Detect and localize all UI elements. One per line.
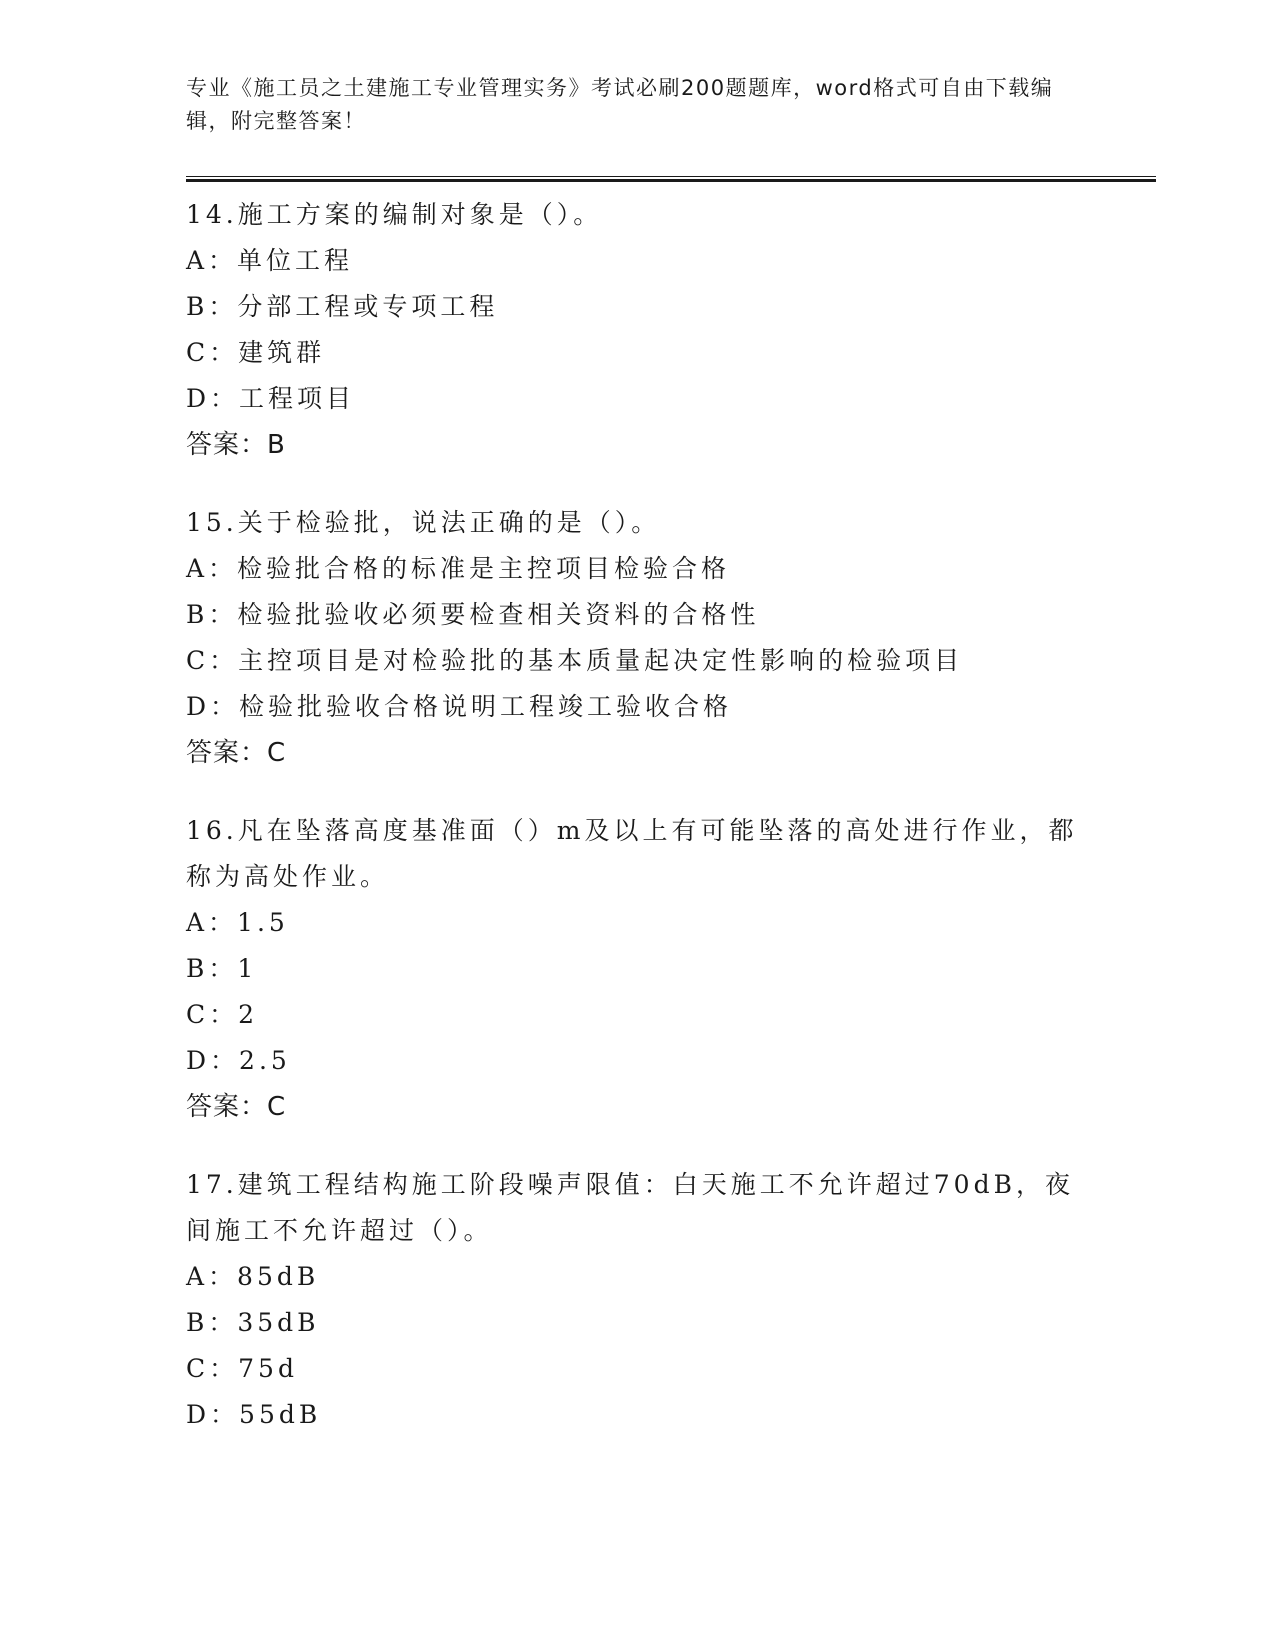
answer-line: 答案：C [186,738,287,768]
answer-line: 答案：B [186,430,286,460]
option-d: D：检验批验收合格说明工程竣工验收合格 [186,692,733,721]
option-d: D：2.5 [186,1046,291,1075]
option-a: A：检验批合格的标准是主控项目检验合格 [186,554,731,583]
option-c: C：建筑群 [186,338,326,367]
option-b: B：分部工程或专项工程 [186,292,499,321]
option-c: C：75d [186,1354,298,1383]
document-header: 专业《施工员之土建施工专业管理实务》考试必刷200题题库，word格式可自由下载编辑，附完整答案！ [186,76,1054,133]
question-stem: 14.施工方案的编制对象是（）。 [186,200,603,229]
option-d: D：55dB [186,1400,322,1429]
question-stem: 15.关于检验批，说法正确的是（）。 [186,508,661,537]
option-c: C：主控项目是对检验批的基本质量起决定性影响的检验项目 [186,646,964,675]
document-page [186,72,1156,1438]
option-d: D：工程项目 [186,384,356,413]
option-b: B：检验批验收必须要检查相关资料的合格性 [186,600,760,629]
question-16 [186,808,1156,1130]
header-divider [186,176,1156,182]
option-a: A：1.5 [186,908,289,937]
option-a: A：85dB [186,1262,320,1291]
question-17 [186,1162,1156,1438]
question-stem: 16.凡在坠落高度基准面（）m及以上有可能坠落的高处进行作业，都称为高处作业。 [186,816,1078,891]
question-15 [186,500,1156,776]
option-b: B：35dB [186,1308,320,1337]
option-a: A：单位工程 [186,246,354,275]
question-stem: 17.建筑工程结构施工阶段噪声限值：白天施工不允许超过70dB，夜间施工不允许超过（）。 [186,1170,1074,1245]
answer-line: 答案：C [186,1092,287,1122]
option-c: C：2 [186,1000,259,1029]
question-14 [186,192,1156,468]
option-b: B：1 [186,954,258,983]
